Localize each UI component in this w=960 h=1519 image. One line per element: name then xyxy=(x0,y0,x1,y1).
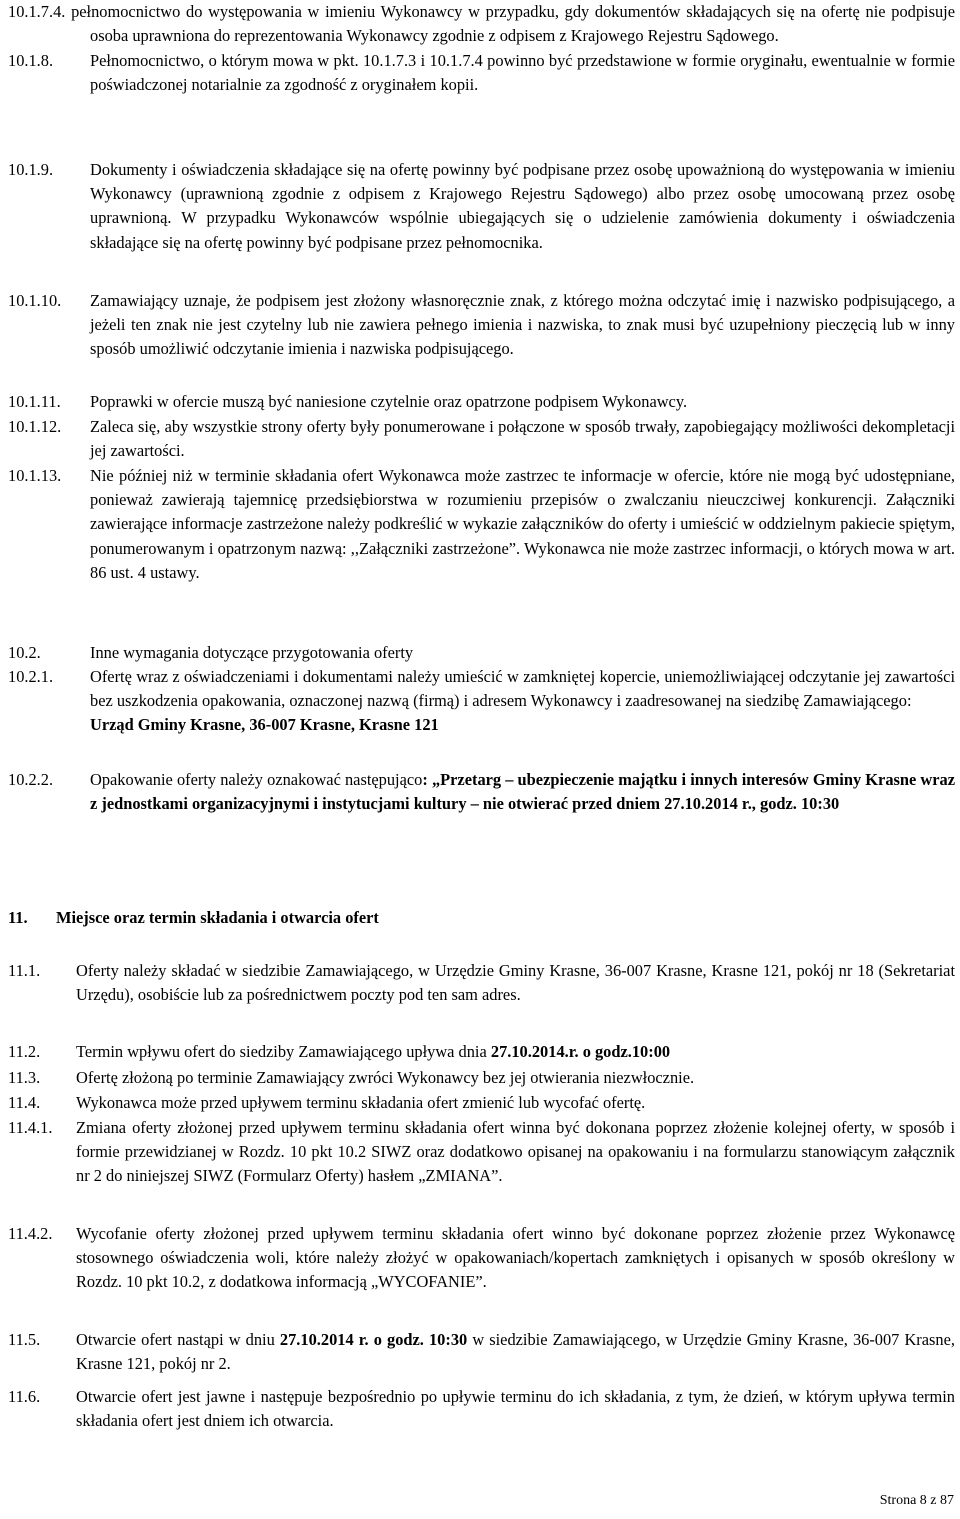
paragraph-text: Zmiana oferty złożonej przed upływem terminu składania ofert winna być dokonana poprzez złożenie kolejnej oferty, w sposób i formie przewidzianej w Rozdz. 10 pkt 10.2 SIWZ oraz dodatkowo opisanej na opakowaniu i na formularzu stanowiącym załącznik nr 2 do niniejszej SIWZ (Formularz Oferty) hasłem „ZMIANA”. xyxy=(76,1118,955,1186)
paragraph-number: 10.1.13. xyxy=(8,466,62,485)
deadline-bold: 27.10.2014.r. o godz.10:00 xyxy=(490,1042,671,1061)
paragraph-number: 10.1.11. xyxy=(8,392,61,411)
paragraph-10-1-8 xyxy=(8,49,955,97)
paragraph-number: 10.1.12. xyxy=(8,417,62,436)
paragraph-number: 10.1.10. xyxy=(8,291,62,310)
address-bold: Urząd Gminy Krasne, 36-007 Krasne, Krasne 121 xyxy=(90,715,439,735)
section-number: 11. xyxy=(8,908,28,927)
paragraph-number: 11.4.2. xyxy=(8,1224,53,1243)
paragraph-text-regular: Opakowanie oferty należy oznakować następująco xyxy=(90,770,423,789)
paragraph-11-4 xyxy=(8,1091,955,1115)
paragraph-number: 11.4. xyxy=(8,1093,41,1112)
paragraph-text-regular: Ofertę wraz z oświadczeniami i dokumentami należy umieścić w zamkniętej kopercie, uniemożliwiającej odczytanie jej zawartości bez uszkodzenia opakowania, oznaczonej nazwą (firmą) i adresem Wykonawcy i zaadresowanej na siedzibę Zamawiającego: xyxy=(90,667,955,711)
paragraph-number: 11.6. xyxy=(8,1387,41,1406)
envelope-label-bold: : „Przetarg – ubezpieczenie majątku i innych interesów Gminy Krasne wraz z jednostkami organizacyjnymi i instytucjami kultury – nie otwierać przed dniem 27.10.2014 r., godz. 10:30 xyxy=(90,770,955,814)
paragraph-11-4-2 xyxy=(8,1222,955,1295)
paragraph-10-2 xyxy=(8,641,955,665)
paragraph-text: Oferty należy składać w siedzibie Zamawiającego, w Urzędzie Gminy Krasne, 36-007 Krasne, Krasne 121, pokój nr 18 (Sekretariat Urzędu), osobiście lub za pośrednictwem poczty pod ten sam adres. xyxy=(76,961,955,1005)
paragraph-number: 10.2.2. xyxy=(8,770,54,789)
paragraph-10-2-2 xyxy=(8,768,955,816)
paragraph-11-5 xyxy=(8,1328,955,1376)
paragraph-number: 11.4.1. xyxy=(8,1118,53,1137)
paragraph-text xyxy=(76,1328,955,1376)
paragraph-text: Zamawiający uznaje, że podpisem jest złożony własnoręcznie znak, z którego można odczytać imię i nazwisko podpisującego, a jeżeli ten znak nie jest czytelny lub nie zawiera pełnego imienia i nazwiska, to znak musi być uzupełniony pieczęcią lub w inny sposób umożliwić odczytanie imienia i nazwiska podpisującego. xyxy=(90,291,955,359)
paragraph-number: 11.5. xyxy=(8,1330,41,1349)
paragraph-10-1-12 xyxy=(8,415,955,463)
paragraph-text: Inne wymagania dotyczące przygotowania oferty xyxy=(90,643,414,662)
paragraph-number: 10.2. xyxy=(8,643,41,662)
section-11-heading xyxy=(8,906,955,930)
paragraph-text-regular: Otwarcie ofert nastąpi w dniu xyxy=(76,1330,280,1349)
paragraph-text xyxy=(76,1040,955,1064)
paragraph-text-regular: Termin wpływu ofert do siedziby Zamawiającego upływa dnia xyxy=(76,1042,491,1061)
paragraph-text: Wykonawca może przed upływem terminu składania ofert zmienić lub wycofać ofertę. xyxy=(76,1093,646,1112)
paragraph-number: 11.3. xyxy=(8,1068,41,1087)
paragraph-text: Wycofanie oferty złożonej przed upływem terminu składania ofert winno być dokonane poprzez złożenie przez Wykonawcę stosownego oświadczenia woli, które należy złożyć w opakowaniach/kopertach zamkniętych i opisanych w sposób określony w Rozdz. 10 pkt 10.2, z dodatkowa informacją „WYCOFANIE”. xyxy=(76,1224,955,1292)
paragraph-11-3 xyxy=(8,1066,955,1090)
paragraph-10-1-9 xyxy=(8,158,955,255)
paragraph-text: Ofertę złożoną po terminie Zamawiający zwróci Wykonawcy bez jej otwierania niezwłocznie. xyxy=(76,1068,695,1087)
paragraph-text: Otwarcie ofert jest jawne i następuje bezpośrednio po upływie terminu do ich składania, z tym, że dzień, w którym upływa termin składania ofert jest dniem ich otwarcia. xyxy=(76,1387,955,1431)
paragraph-text: Zaleca się, aby wszystkie strony oferty były ponumerowane i połączone w sposób trwały, zapobiegający możliwości dekompletacji jej zawartości. xyxy=(90,417,955,461)
paragraph-text-regular: w siedzibie Zamawiającego, w Urzędzie Gminy Krasne, 36-007 Krasne, Krasne 121, pokój nr 2. xyxy=(76,1330,955,1374)
paragraph-number: 10.2.1. xyxy=(8,667,54,686)
paragraph-number: 10.1.9. xyxy=(8,160,54,179)
paragraph-text: Nie później niż w terminie składania ofert Wykonawca może zastrzec te informacje w ofercie, które nie mogą być udostępniane, ponieważ zawierają tajemnicę przedsiębiorstwa w rozumieniu przepisów o zwalczaniu nieuczciwej konkurencji. Załączniki zawierające informacje zastrzeżone należy podkreślić w wykazie załączników do oferty i umieścić w oddzielnym pakiecie spiętym, ponumerowanym i opatrzonym nazwą: ,,Załączniki zastrzeżone”. Wykonawca nie może zastrzec informacji, o których mowa w art. 86 ust. 4 ustawy. xyxy=(90,466,955,582)
paragraph-text xyxy=(90,768,955,816)
paragraph-text xyxy=(90,665,955,738)
paragraph-10-1-7-4 xyxy=(8,0,955,48)
paragraph-11-1 xyxy=(8,959,955,1007)
paragraph-11-4-1 xyxy=(8,1116,955,1189)
section-title: Miejsce oraz termin składania i otwarcia ofert xyxy=(56,908,379,927)
paragraph-10-1-11 xyxy=(8,390,955,414)
paragraph-11-6 xyxy=(8,1385,955,1433)
page-footer: Strona 8 z 87 xyxy=(879,1493,954,1508)
paragraph-number: 11.2. xyxy=(8,1042,41,1061)
paragraph-number: 11.1. xyxy=(8,961,41,980)
paragraph-text: Pełnomocnictwo, o którym mowa w pkt. 10.1.7.3 i 10.1.7.4 powinno być przedstawione w formie oryginału, ewentualnie w formie poświadczonej notarialnie za zgodność z oryginałem kopii. xyxy=(90,51,955,95)
paragraph-number: 10.1.8. xyxy=(8,51,54,70)
paragraph-10-2-1 xyxy=(8,665,955,738)
paragraph-10-1-10 xyxy=(8,289,955,362)
paragraph-text: 10.1.7.4. pełnomocnictwo do występowania w imieniu Wykonawcy w przypadku, gdy dokumentów składających się na ofertę nie podpisuje osoba uprawniona do reprezentowania Wykonawcy zgodnie z odpisem z Krajowego Rejestru Sądowego. xyxy=(8,2,955,46)
paragraph-text: Poprawki w ofercie muszą być naniesione czytelnie oraz opatrzone podpisem Wykonawcy. xyxy=(90,392,688,411)
paragraph-10-1-13 xyxy=(8,464,955,585)
paragraph-11-2 xyxy=(8,1040,955,1064)
opening-date-bold: 27.10.2014 r. o godz. 10:30 xyxy=(279,1330,468,1349)
paragraph-text: Dokumenty i oświadczenia składające się na ofertę powinny być podpisane przez osobę upoważnioną do występowania w imieniu Wykonawcy (uprawnioną zgodnie z odpisem z Krajowego Rejestru Sądowego) albo przez osobę umocowaną przez osobę uprawnioną. W przypadku Wykonawców wspólnie ubiegających się o udzielenie zamówienia dokumenty i oświadczenia składające się na ofertę powinny być podpisane przez pełnomocnika. xyxy=(90,160,955,252)
